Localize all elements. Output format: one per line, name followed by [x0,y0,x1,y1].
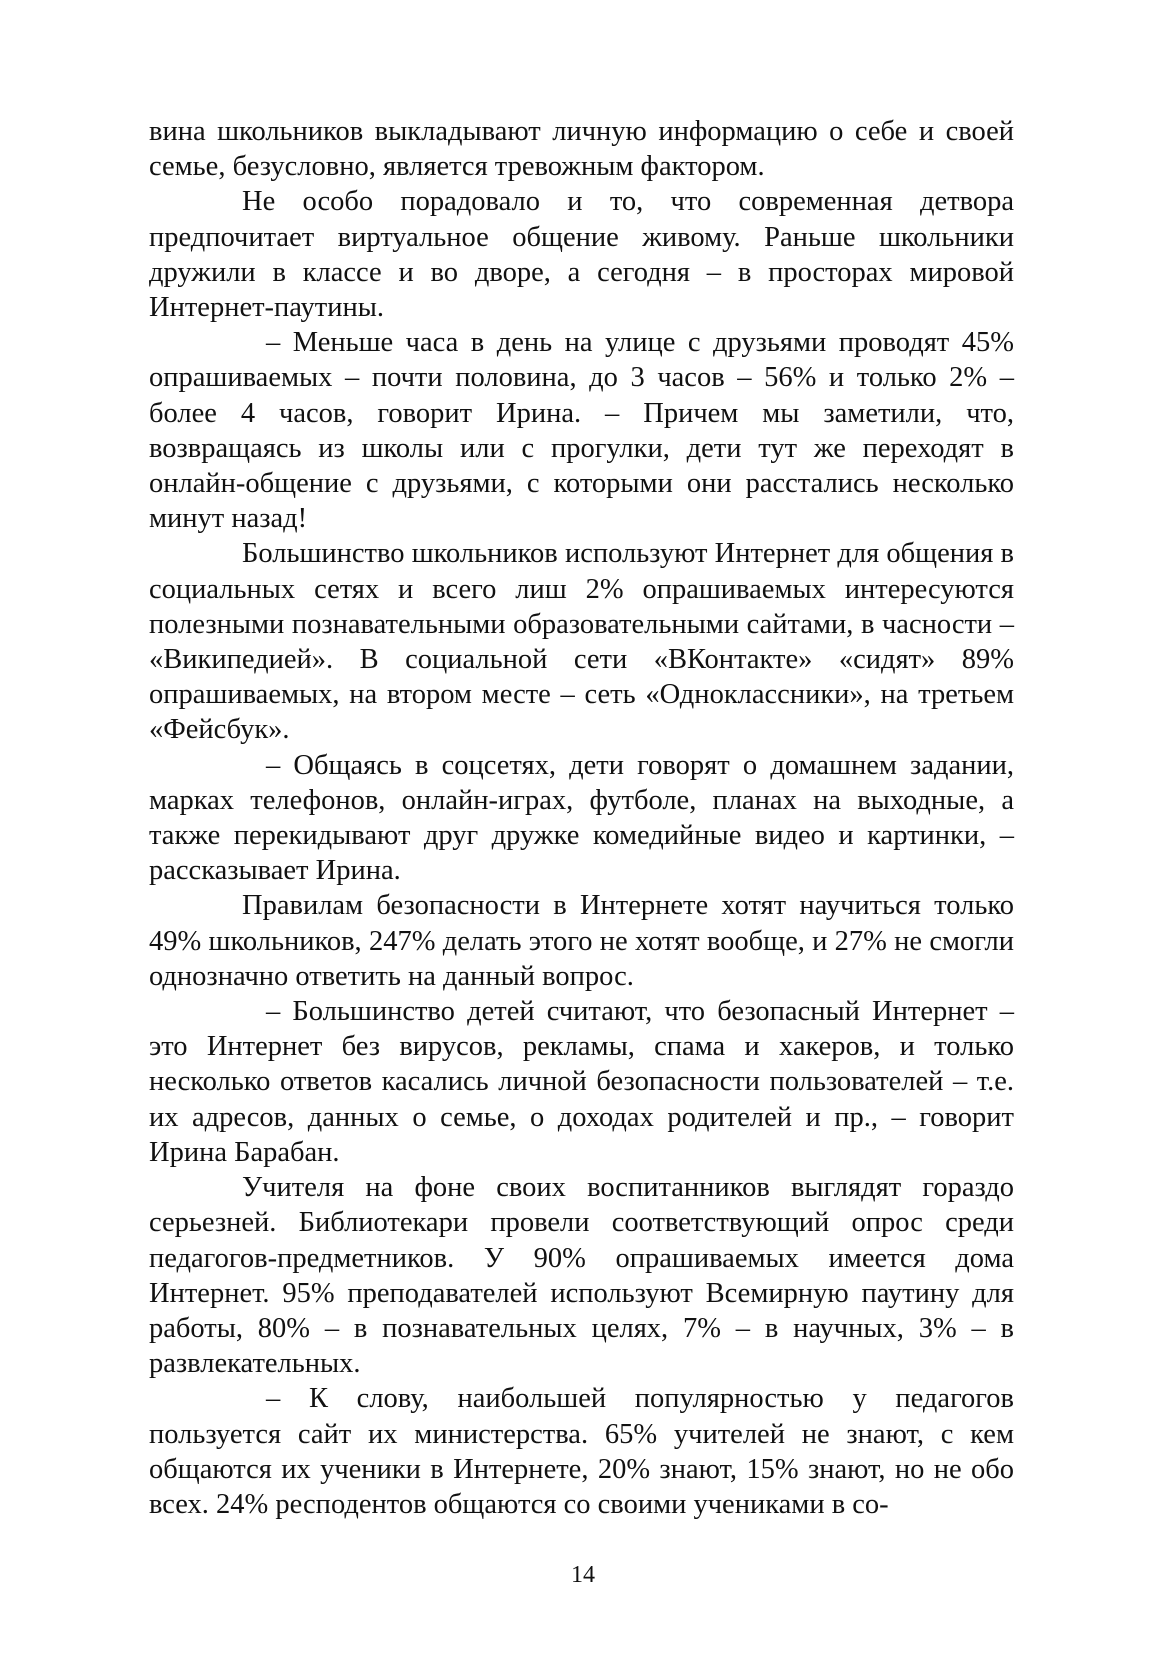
paragraph-3: – Меньше часа в день на улице с друзьями проводят 45% опрашиваемых – почти половина, до 3 часов – 56% и только 2% – более 4 часов, говорит Ирина. – Причем мы заметили, что, возвращаясь из школы или с прогулки, дети тут же переходят в онлайн-общение с друзьями, с которыми они расстались несколько минут назад! [149,327,1014,535]
paragraph-8: Учителя на фоне своих воспитанников выглядят гораздо серьезней. Библиотекари провели соответствующий опрос среди педагогов-предметников. У 90% опрашиваемых имеется дома Интернет. 95% преподавателей используют Всемирную паутину для работы, 80% – в познавательных целях, 7% – в научных, 3% – в развлекательных. [149,1172,1014,1380]
body-text [149,114,1014,1522]
paragraph-2: Не особо порадовало и то, что современная детвора предпочитает виртуальное общение живому. Раньше школьники дружили в классе и во дворе, а сегодня – в просторах мировой Интернет-паутины. [149,186,1014,324]
paragraph-9: – К слову, наибольшей популярностью у педагогов пользуется сайт их министерства. 65% учителей не знают, с кем общаются их ученики в Интернете, 20% знают, 15% знают, но не обо всех. 24% респодентов общаются со своими учениками в со- [149,1383,1014,1520]
paragraph-6: Правилам безопасности в Интернете хотят научиться только 49% школьников, 247% делать этого не хотят вообще, и 27% не смогли однозначно ответить на данный вопрос. [149,890,1014,992]
paragraph-7: – Большинство детей считают, что безопасный Интернет – это Интернет без вирусов, рекламы, спама и хакеров, и только несколько ответов касались личной безопасности пользователей – т.е. их адресов, данных о семье, о доходах родителей и пр., – говорит Ирина Барабан. [149,996,1014,1168]
paragraph-5: – Общаясь в соцсетях, дети говорят о домашнем задании, марках телефонов, онлайн-играх, футболе, планах на выходные, а также перекидывают друг дружке комедийные видео и картинки, – рассказывает Ирина. [149,749,1014,887]
page-number: 14 [571,1562,595,1588]
paragraph-1: вина школьников выкладывают личную информацию о себе и своей семье, безусловно, является тревожным фактором. [149,116,1014,183]
paragraph-4: Большинство школьников используют Интернет для общения в социальных сетях и всего лиш 2% опрашиваемых интересуются полезными познавательными образовательными сайтами, в часности – «Википедией». В социальной сети «ВКонтакте» «сидят» 89% опрашиваемых, на втором месте – сеть «Одноклассники», на третьем «Фейсбук». [149,538,1014,746]
